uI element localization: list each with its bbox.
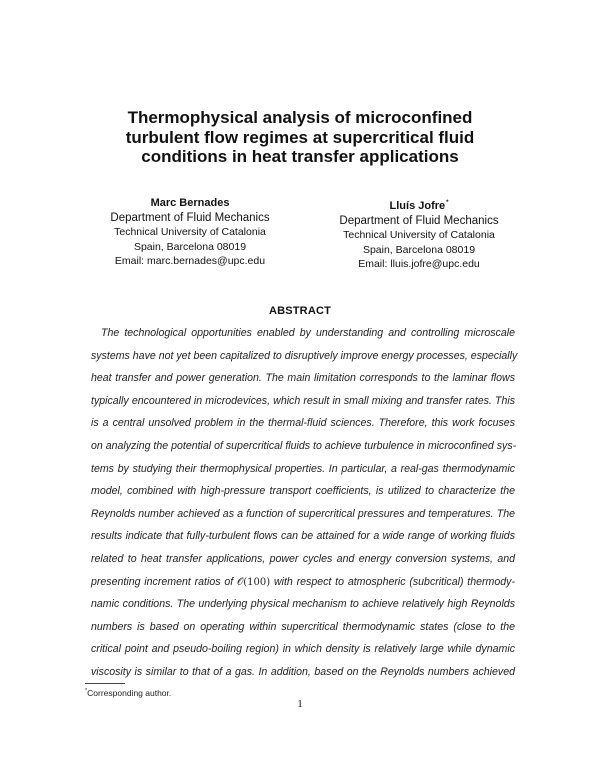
author-department: Department of Fluid Mechanics — [339, 214, 499, 227]
footnote-text: Corresponding author. — [87, 688, 172, 698]
abstract-line: results indicate that fully-turbulent flows can be attained for a wide range of working fluids — [91, 530, 515, 543]
abstract-line: viscosity is similar to that of a gas. In addition, based on the Reynolds numbers achieved — [91, 665, 515, 678]
author-university: Technical University of Catalonia — [114, 226, 266, 238]
author-department: Department of Fluid Mechanics — [110, 211, 270, 224]
abstract-line: related to heat transfer applications, power cycles and energy conversion systems, and — [91, 552, 515, 565]
abstract-body — [91, 322, 518, 684]
abstract-text: presenting increment ratios of — [91, 575, 237, 588]
author-email: Email: marc.bernades@upc.edu — [114, 255, 266, 267]
abstract-line: tems by studying their thermophysical properties. In particular, a real-gas thermodynamic — [91, 462, 515, 475]
abstract-line-with-math — [91, 571, 515, 594]
abstract-line: on analyzing the potential of supercritical fluids to achieve turbulence in microconfined sys- — [91, 439, 517, 452]
author-email: Email: lluis.jofre@upc.edu — [358, 258, 480, 270]
title-line: turbulent flow regimes at supercritical fluid — [125, 127, 475, 147]
abstract-text: with respect to atmospheric (subcritical) thermody- — [270, 575, 515, 588]
author-location: Spain, Barcelona 08019 — [362, 243, 476, 256]
footnote-divider — [85, 683, 125, 684]
big-o-notation: 𝒪(100) — [236, 576, 271, 588]
abstract-heading: ABSTRACT — [268, 305, 332, 317]
footnote-marker: * — [85, 688, 88, 694]
corresponding-author-marker: * — [446, 200, 449, 206]
title-line: Thermophysical analysis of microconfined — [127, 108, 473, 127]
paper-title — [80, 108, 520, 167]
abstract-line: model, combined with high-pressure transport coefficients, is utilized to characterize the — [91, 485, 515, 498]
author-university: Technical University of Catalonia — [343, 229, 495, 241]
abstract-line: is a central unsolved problem in the thermal-fluid sciences. Therefore, this work focuses — [91, 417, 515, 430]
footnote — [85, 688, 171, 698]
abstract-line: The technological opportunities enabled by understanding and controlling microscale — [101, 327, 515, 339]
abstract-line: Reynolds number achieved as a function of supercritical pressures and temperatures. The — [91, 507, 515, 520]
title-line: conditions in heat transfer applications — [141, 147, 459, 166]
author-block-jofre — [294, 196, 544, 272]
author-name: Marc Bernades — [150, 197, 230, 209]
abstract-line: namic conditions. The underlying physical mechanism to achieve relatively high Reynolds — [91, 598, 515, 611]
abstract-line: typically encountered in microdevices, which result in small mixing and transfer rates. This — [91, 394, 515, 407]
author-block-bernades — [65, 196, 315, 269]
author-name: Lluís Jofre* — [389, 200, 449, 212]
page-number: 1 — [297, 698, 303, 710]
author-location: Spain, Barcelona 08019 — [133, 240, 247, 253]
abstract-line: heat transfer and power generation. The main limitation corresponds to the laminar flows — [91, 372, 515, 385]
abstract-line: systems have not yet been capitalized to disruptively improve energy processes, especially — [91, 349, 518, 362]
abstract-line: numbers is based on operating within supercritical thermodynamic states (close to the — [91, 620, 515, 633]
abstract-line: critical point and pseudo-boiling region) in which density is relatively large while dynamic — [91, 643, 515, 656]
